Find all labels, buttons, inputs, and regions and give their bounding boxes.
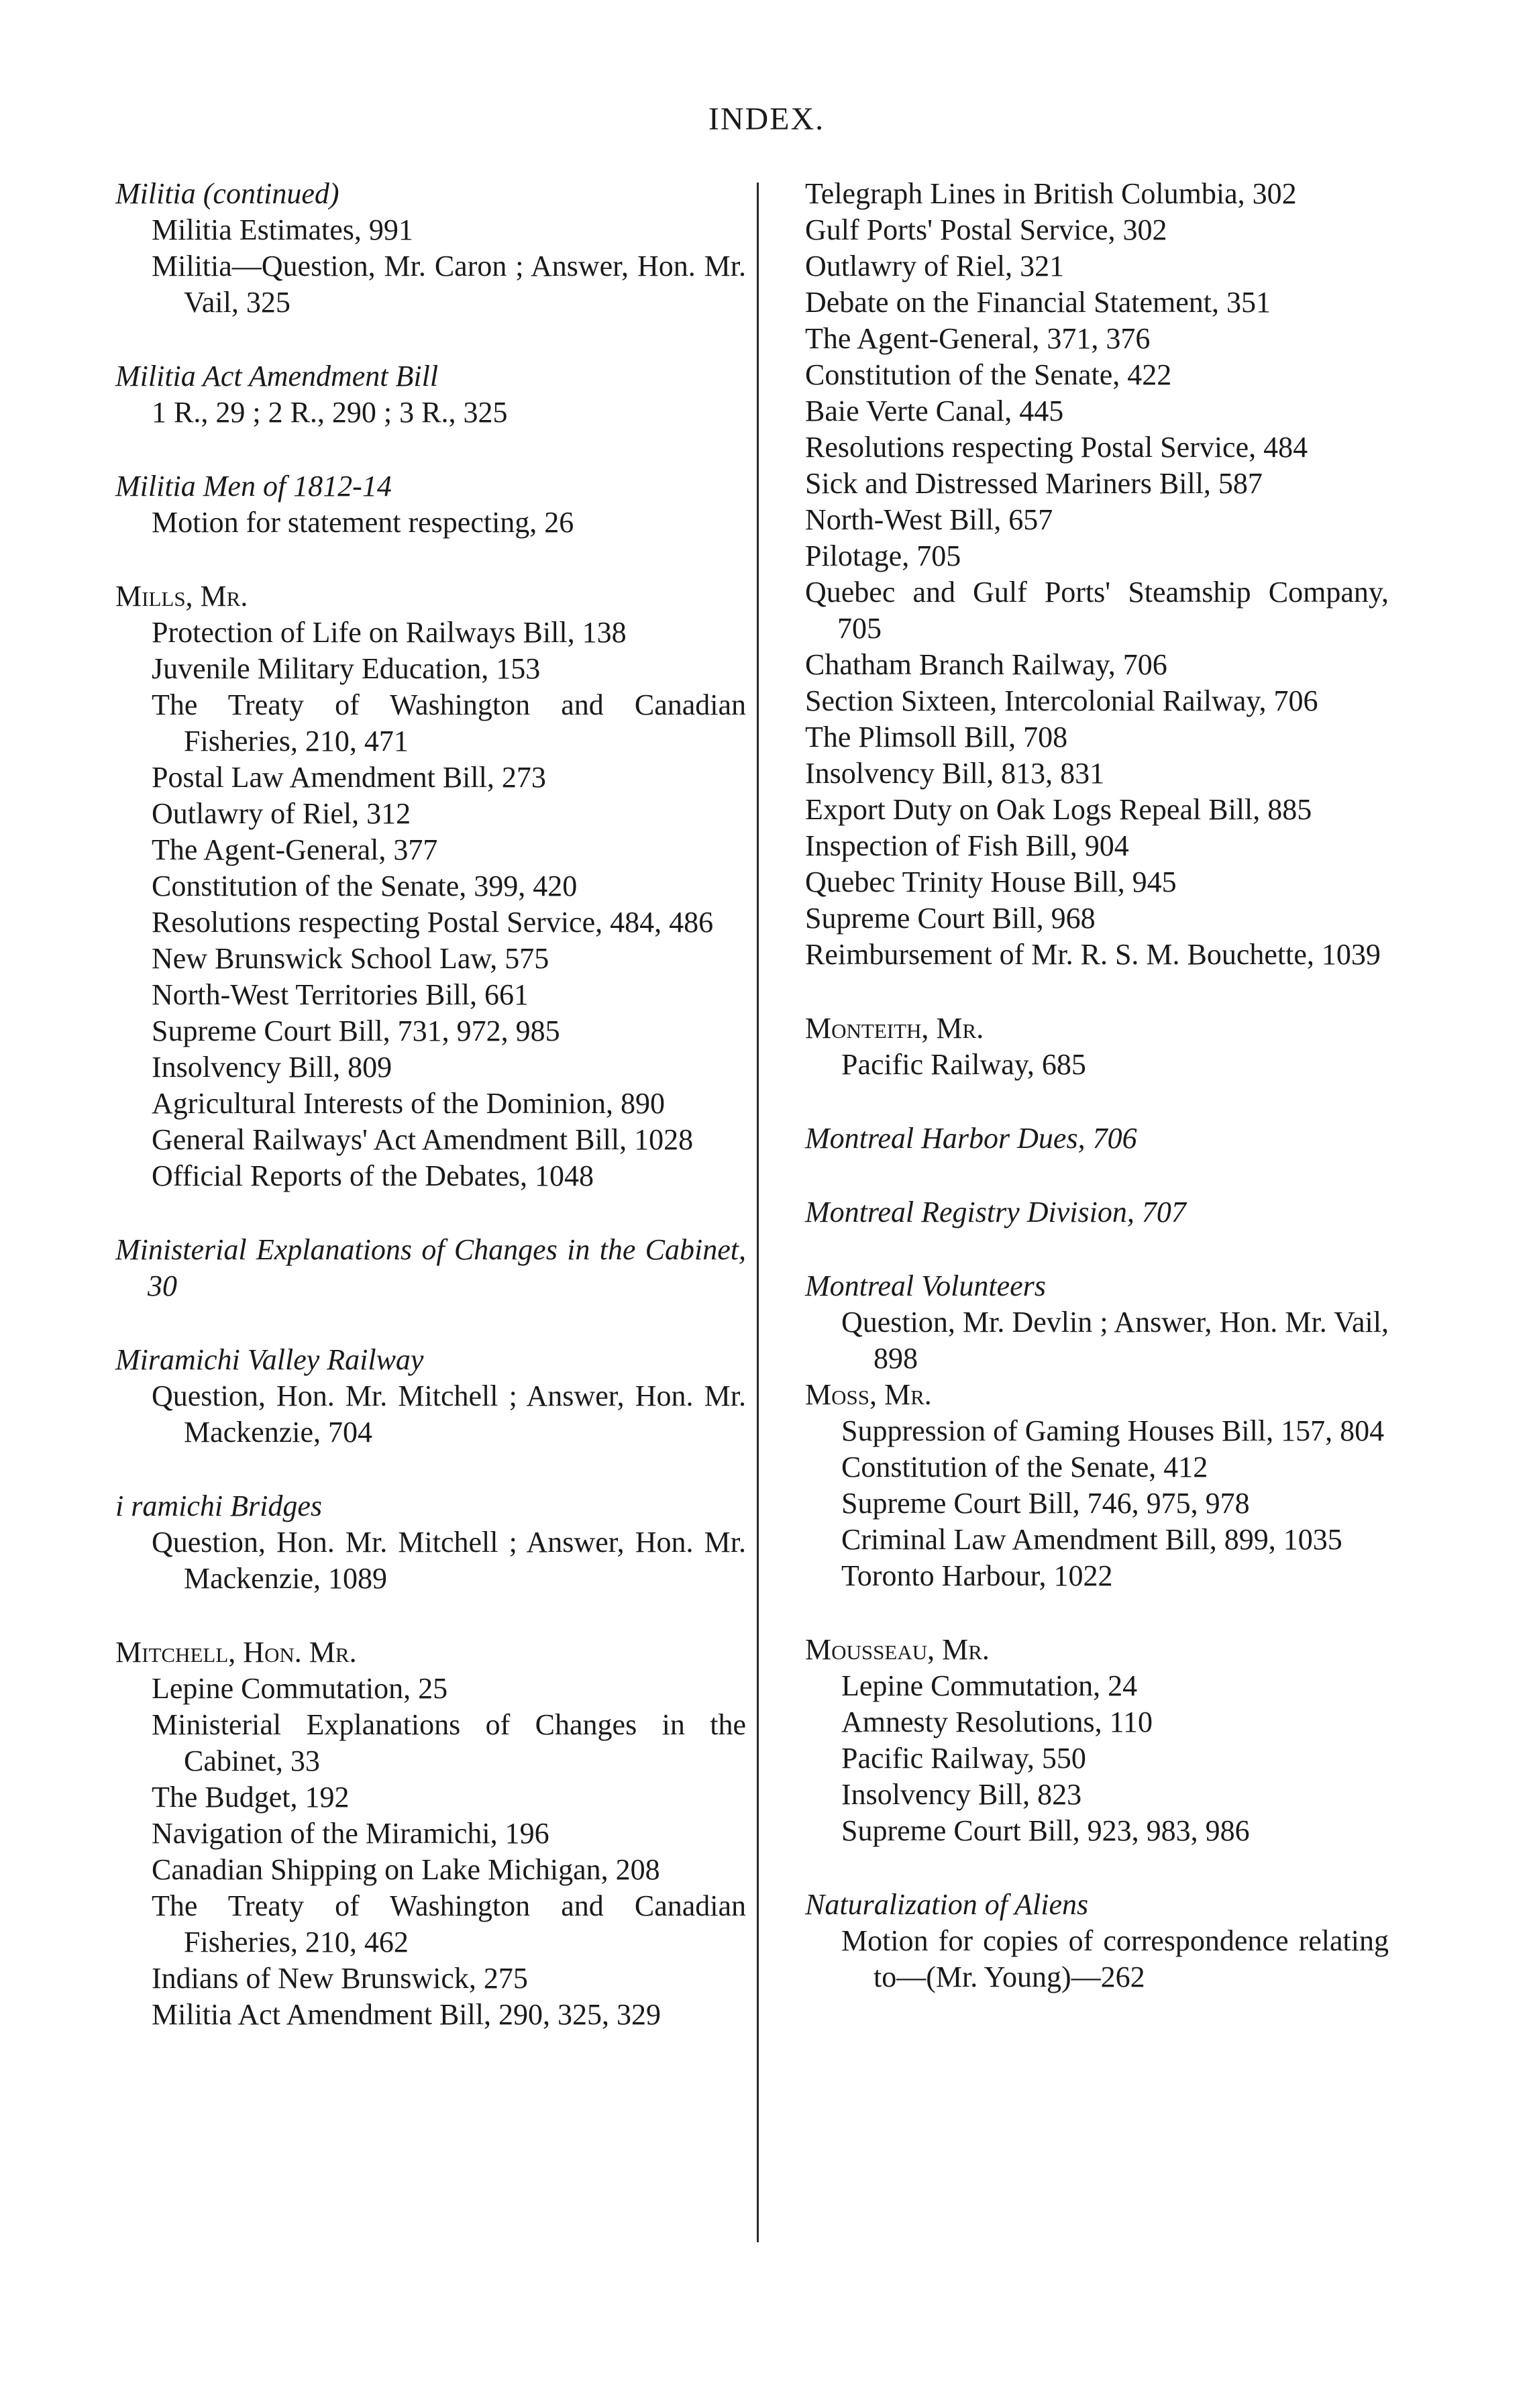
- index-entry: Insolvency Bill, 809: [152, 1051, 392, 1084]
- index-entry: North-West Territories Bill, 661: [152, 978, 529, 1011]
- index-entry: Export Duty on Oak Logs Repeal Bill, 885: [805, 793, 1312, 826]
- index-entry: Gulf Ports' Postal Service, 302: [805, 213, 1167, 246]
- index-entry: Quebec and Gulf Ports' Steamship Company, 705: [805, 576, 1389, 645]
- index-entry: Official Reports of the Debates, 1048: [152, 1159, 594, 1192]
- index-group: [115, 578, 746, 1194]
- index-column-right: [805, 176, 1389, 2033]
- index-entry: Juvenile Military Education, 153: [152, 652, 541, 685]
- index-entry: 1 R., 29 ; 2 R., 290 ; 3 R., 325: [152, 396, 508, 429]
- index-entry: Lepine Commutation, 24: [841, 1669, 1138, 1702]
- index-entry: Telegraph Lines in British Columbia, 302: [805, 177, 1297, 210]
- index-entry: Supreme Court Bill, 968: [805, 902, 1096, 935]
- index-heading: Militia (continued): [115, 177, 339, 210]
- index-entry: The Plimsoll Bill, 708: [805, 721, 1068, 753]
- index-entry: The Treaty of Washington and Canadian Fisheries, 210, 462: [152, 1889, 746, 1958]
- index-entry: Navigation of the Miramichi, 196: [152, 1817, 549, 1850]
- index-group: [805, 1377, 1389, 1594]
- index-entry: Question, Hon. Mr. Mitchell ; Answer, Hon. Mr. Mackenzie, 1089: [152, 1526, 746, 1595]
- index-entry: Militia—Question, Mr. Caron ; Answer, Hon. Mr. Vail, 325: [152, 250, 746, 319]
- index-heading: Ministerial Explanations of Changes in the Cabinet, 30: [115, 1233, 746, 1302]
- index-entry: Question, Mr. Devlin ; Answer, Hon. Mr. Vail, 898: [841, 1306, 1389, 1375]
- index-heading: Montreal Volunteers: [805, 1269, 1046, 1302]
- index-entry: Militia Estimates, 991: [152, 213, 413, 246]
- index-entry: Outlawry of Riel, 312: [152, 797, 411, 830]
- index-group: [115, 1342, 746, 1451]
- index-entry: Lepine Commutation, 25: [152, 1672, 448, 1705]
- index-entry: Outlawry of Riel, 321: [805, 250, 1065, 282]
- index-group: [115, 358, 746, 431]
- index-entry: Suppression of Gaming Houses Bill, 157, 804: [841, 1414, 1385, 1447]
- index-entry: Ministerial Explanations of Changes in the Cabinet, 33: [152, 1708, 746, 1777]
- index-entry: The Treaty of Washington and Canadian Fisheries, 210, 471: [152, 688, 746, 757]
- index-entry: Inspection of Fish Bill, 904: [805, 829, 1129, 862]
- index-entry: Supreme Court Bill, 746, 975, 978: [841, 1487, 1250, 1520]
- index-entry: Constitution of the Senate, 422: [805, 358, 1172, 391]
- index-heading: Miramichi Valley Railway: [115, 1343, 424, 1376]
- index-group: [805, 1194, 1389, 1231]
- index-entry: Chatham Branch Railway, 706: [805, 648, 1167, 681]
- index-group: [115, 176, 746, 321]
- index-heading: Monteith, Mr.: [805, 1012, 984, 1045]
- index-entry: Reimbursement of Mr. R. S. M. Bouchette, 1039: [805, 938, 1381, 971]
- index-heading: Mills, Mr.: [115, 580, 248, 613]
- index-heading: Mousseau, Mr.: [805, 1633, 990, 1666]
- index-entry: Insolvency Bill, 823: [841, 1778, 1082, 1811]
- index-group: [805, 1632, 1389, 1849]
- index-entry: New Brunswick School Law, 575: [152, 942, 549, 975]
- index-heading: Montreal Registry Division, 707: [805, 1196, 1186, 1228]
- index-heading: Montreal Harbor Dues, 706: [805, 1122, 1137, 1155]
- index-entry: The Agent-General, 377: [152, 833, 438, 866]
- index-entry: Sick and Distressed Mariners Bill, 587: [805, 467, 1263, 500]
- index-entry: Motion for copies of correspondence relating to—(Mr. Young)—262: [841, 1924, 1389, 1993]
- index-group: [805, 1268, 1389, 1377]
- index-entry: General Railways' Act Amendment Bill, 1028: [152, 1123, 694, 1156]
- index-entry: Quebec Trinity House Bill, 945: [805, 866, 1177, 898]
- index-entry: Constitution of the Senate, 412: [841, 1451, 1208, 1483]
- index-group: [805, 1120, 1389, 1157]
- index-entry: Amnesty Resolutions, 110: [841, 1706, 1153, 1738]
- index-entry: Insolvency Bill, 813, 831: [805, 757, 1105, 790]
- index-heading: Naturalization of Aliens: [805, 1888, 1089, 1921]
- index-entry: Toronto Harbour, 1022: [841, 1559, 1113, 1592]
- index-entry: The Budget, 192: [152, 1781, 350, 1814]
- index-entry: Constitution of the Senate, 399, 420: [152, 870, 578, 902]
- index-group: [115, 468, 746, 541]
- index-entry: Pacific Railway, 550: [841, 1742, 1086, 1775]
- index-heading: Militia Act Amendment Bill: [115, 360, 439, 392]
- index-entry: Motion for statement respecting, 26: [152, 506, 574, 539]
- index-entry: Section Sixteen, Intercolonial Railway, 706: [805, 684, 1318, 717]
- index-heading: Moss, Mr.: [805, 1378, 932, 1411]
- index-entry: Supreme Court Bill, 731, 972, 985: [152, 1014, 560, 1047]
- index-entry: Protection of Life on Railways Bill, 138: [152, 616, 627, 649]
- index-entry: Pilotage, 705: [805, 539, 961, 572]
- index-entry: Militia Act Amendment Bill, 290, 325, 329: [152, 1998, 661, 2031]
- index-entry: Debate on the Financial Statement, 351: [805, 286, 1271, 319]
- index-entry: Indians of New Brunswick, 275: [152, 1962, 528, 1995]
- index-entry: Supreme Court Bill, 923, 983, 986: [841, 1814, 1250, 1847]
- index-entry: Resolutions respecting Postal Service, 484: [805, 431, 1308, 464]
- index-heading: Militia Men of 1812-14: [115, 470, 392, 503]
- index-entry: Pacific Railway, 685: [841, 1048, 1086, 1081]
- index-entry: Question, Hon. Mr. Mitchell ; Answer, Hon. Mr. Mackenzie, 704: [152, 1379, 746, 1449]
- index-group: [805, 1010, 1389, 1083]
- index-entry: Resolutions respecting Postal Service, 484, 486: [152, 906, 714, 939]
- index-heading: Mitchell, Hon. Mr.: [115, 1636, 357, 1669]
- index-group: [115, 1488, 746, 1597]
- index-column-left: [115, 176, 746, 2071]
- index-heading: i ramichi Bridges: [115, 1489, 322, 1522]
- page-title: INDEX.: [708, 101, 825, 137]
- index-entry: Agricultural Interests of the Dominion, 890: [152, 1087, 665, 1120]
- index-group: [805, 1887, 1389, 1995]
- index-group: [115, 1232, 746, 1304]
- index-entry: The Agent-General, 371, 376: [805, 322, 1151, 355]
- index-entry: Criminal Law Amendment Bill, 899, 1035: [841, 1523, 1342, 1556]
- index-group: [115, 1634, 746, 2033]
- index-group: [805, 176, 1389, 973]
- index-entry: North-West Bill, 657: [805, 503, 1053, 536]
- index-entry: Baie Verte Canal, 445: [805, 395, 1064, 427]
- index-entry: Canadian Shipping on Lake Michigan, 208: [152, 1853, 660, 1886]
- column-divider: [757, 182, 759, 2242]
- index-entry: Postal Law Amendment Bill, 273: [152, 761, 546, 794]
